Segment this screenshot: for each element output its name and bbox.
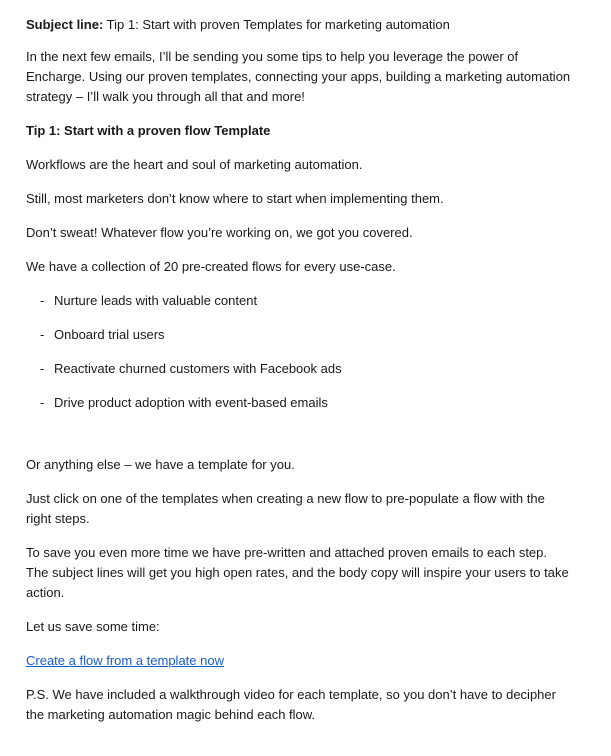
intro-paragraph: In the next few emails, I’ll be sending you some tips to help you leverage the power of Encharge. Using our proven templates, connecting your apps, building a marketing automation strategy – I’ll walk you through all that and more! [26,49,571,104]
create-flow-link[interactable]: Create a flow from a template now [26,653,224,668]
list-item [40,393,571,413]
list-item [40,359,571,379]
list-marker: - [40,395,45,410]
paragraph-dont-sweat: Don’t sweat! Whatever flow you’re working on, we got you covered. [26,225,413,240]
paragraph-marketers: Still, most marketers don’t know where to start when implementing them. [26,191,444,206]
paragraph-save-time: To save you even more time we have pre-written and attached proven emails to each step. The subject lines will get you high open rates, and the body copy will inspire your users to take action. [26,545,569,600]
ps-paragraph: P.S. We have included a walkthrough video for each template, so you don’t have to decipher the marketing automation magic behind each flow. [26,687,556,722]
list-marker: - [40,361,45,376]
paragraph-collection: We have a collection of 20 pre-created flows for every use-case. [26,259,396,274]
list-marker: - [40,327,45,342]
list-item-text: Nurture leads with valuable content [54,293,258,308]
paragraph-workflows: Workflows are the heart and soul of marketing automation. [26,157,363,172]
spacer [26,427,571,455]
subject-label: Subject line: [26,17,104,32]
list-item-text: Drive product adoption with event-based emails [54,395,328,410]
use-case-list [26,291,571,413]
paragraph-click-template: Just click on one of the templates when creating a new flow to pre-populate a flow with the right steps. [26,491,545,526]
paragraph-anything-else: Or anything else – we have a template for you. [26,457,295,472]
list-item-text: Reactivate churned customers with Facebook ads [54,361,342,376]
cta-paragraph [26,651,571,671]
email-document [26,15,571,739]
tip-heading: Tip 1: Start with a proven flow Template [26,123,271,138]
list-marker: - [40,293,45,308]
subject-line [26,15,571,35]
list-item [40,291,571,311]
subject-text: Tip 1: Start with proven Templates for marketing automation [103,17,450,32]
list-item-text: Onboard trial users [54,327,165,342]
list-item [40,325,571,345]
paragraph-let-us: Let us save some time: [26,619,160,634]
